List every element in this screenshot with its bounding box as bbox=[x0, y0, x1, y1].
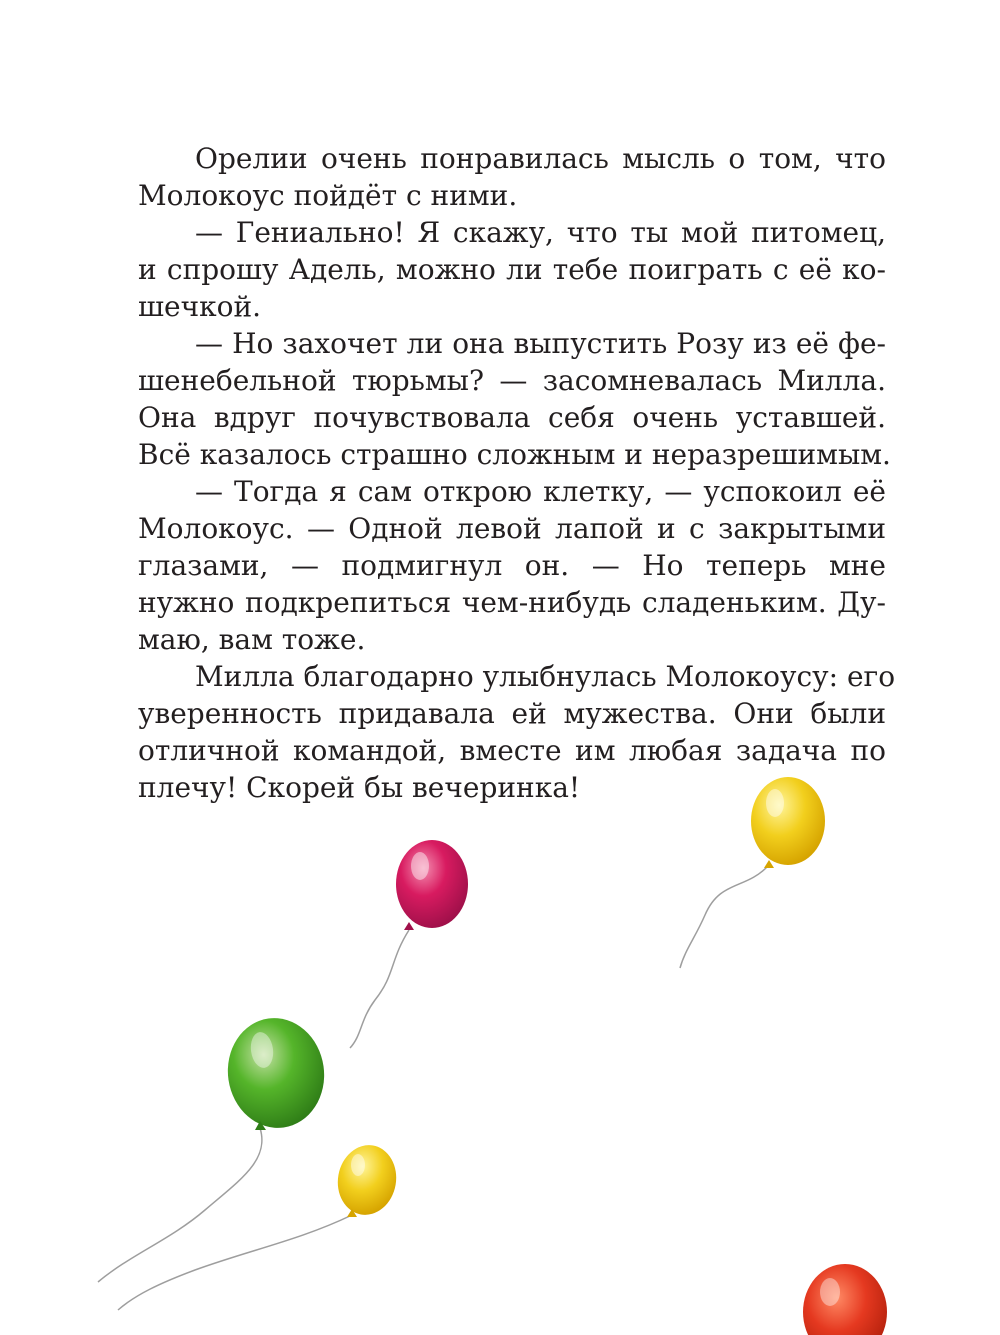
text-line: шенебельной тюрьмы? — засомневалась Милла. bbox=[138, 364, 886, 397]
text-line: Молокоус. — Одной левой лапой и с закрытыми bbox=[138, 512, 886, 545]
text-line: — Гениально! Я скажу, что ты мой питомец, bbox=[195, 216, 886, 249]
text-line: нужно подкрепиться чем-нибудь сладеньким. Ду- bbox=[138, 586, 886, 619]
yellow-balloon-small bbox=[118, 1140, 402, 1310]
text-line: — Тогда я сам открою клетку, — успокоил её bbox=[195, 475, 886, 508]
text-line: Молокоус пойдёт с ними. bbox=[138, 179, 518, 212]
text-line: шечкой. bbox=[138, 290, 262, 323]
text-line: маю, вам тоже. bbox=[138, 623, 366, 656]
text-line: и спрошу Адель, можно ли тебе поиграть с её ко- bbox=[138, 253, 886, 286]
text-line: Орелии очень понравилась мысль о том, что bbox=[195, 142, 886, 175]
pink-balloon bbox=[350, 840, 468, 1048]
text-line: Милла благодарно улыбнулась Молокоусу: его bbox=[195, 660, 896, 693]
text-line: уверенность придавала ей мужества. Они были bbox=[138, 697, 886, 730]
text-line: глазами, — подмигнул он. — Но теперь мне bbox=[138, 549, 886, 582]
text-line: — Но захочет ли она выпустить Розу из её фе- bbox=[195, 327, 886, 360]
text-line: Она вдруг почувствовала себя очень уставшей. bbox=[138, 401, 886, 434]
text-line: отличной командой, вместе им любая задача по bbox=[138, 734, 886, 767]
text-line: Всё казалось страшно сложным и неразрешимым. bbox=[138, 438, 891, 471]
red-balloon bbox=[803, 1264, 887, 1335]
green-balloon bbox=[98, 1012, 331, 1282]
story-text bbox=[138, 140, 896, 806]
text-line: плечу! Скорей бы вечеринка! bbox=[138, 771, 581, 804]
